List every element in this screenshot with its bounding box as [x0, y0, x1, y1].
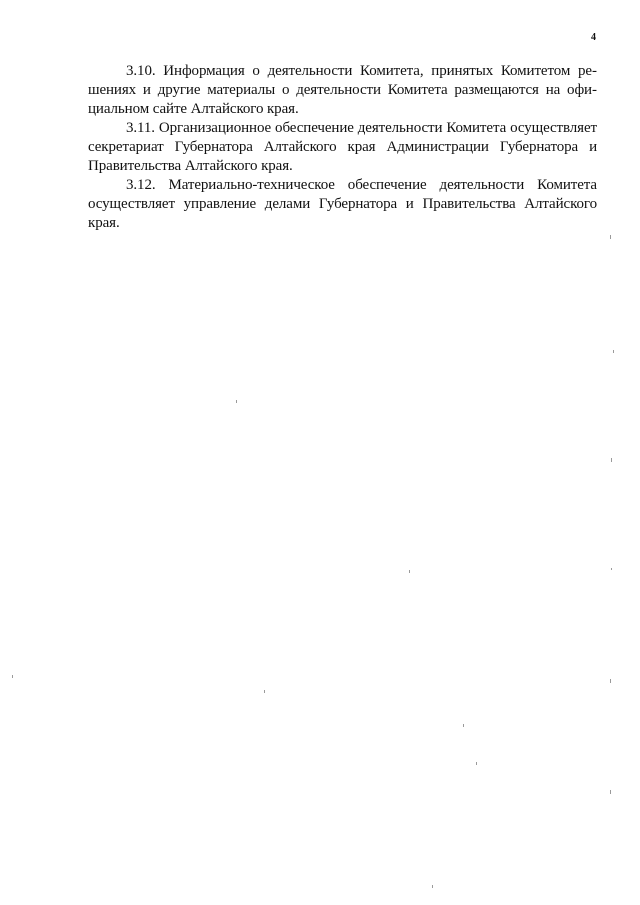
page-number: 4: [591, 32, 596, 43]
scan-speck: [611, 458, 612, 462]
scan-speck: [463, 724, 464, 727]
scan-speck: [613, 350, 614, 353]
paragraph-3-10: 3.10. Информация о деятельности Комитета, принятых Комитетом решениях и другие материалы о деятельности Комитета размещаются на официальном сайте Алтайского края.: [88, 63, 597, 117]
scan-speck: [432, 885, 433, 888]
scan-speck: [610, 679, 611, 683]
scan-speck: [476, 762, 477, 765]
paragraph-3-12: 3.12. Материально-техническое обеспечение деятельности Комитета осуществляет управление делами Губернатора и Правительства Алтайского края.: [88, 177, 597, 231]
scan-speck: [610, 790, 611, 794]
scan-speck: [611, 568, 612, 570]
scan-speck: [409, 570, 410, 573]
paragraph-3-11: 3.11. Организационное обеспечение деятельности Комитета осуществляет секретариат Губернатора Алтайского края Администрации Губернатора и Правительства Алтайского края.: [88, 120, 597, 174]
scan-speck: [610, 235, 611, 239]
document-body: [88, 62, 597, 233]
scan-speck: [236, 400, 237, 403]
scan-speck: [264, 690, 265, 693]
scan-speck: [12, 675, 13, 678]
